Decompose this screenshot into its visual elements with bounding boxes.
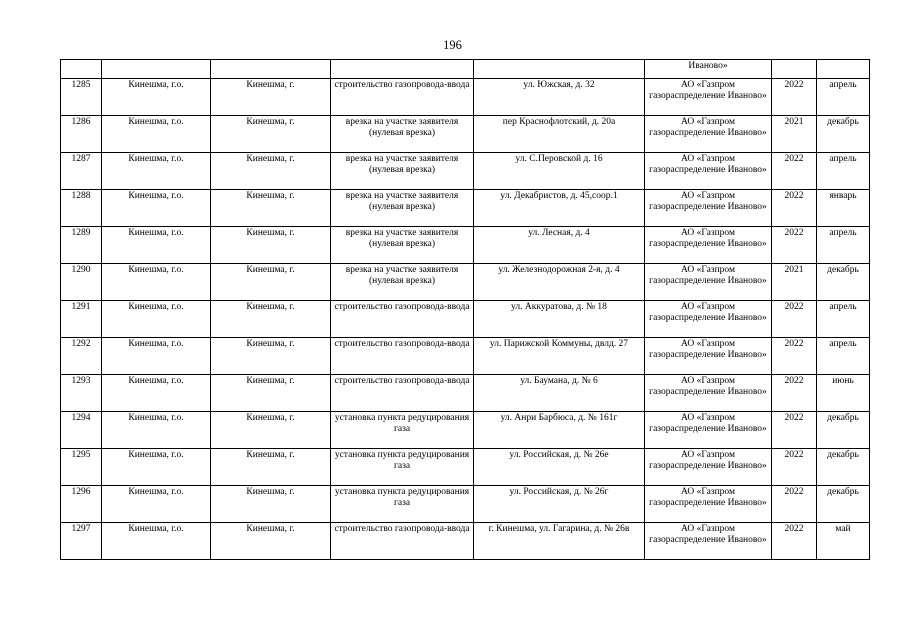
cell-org: АО «Газпром газораспределение Иваново» bbox=[645, 412, 772, 449]
page-number: 196 bbox=[443, 38, 462, 52]
cell-month: декабрь bbox=[817, 264, 870, 301]
cell-num: 1289 bbox=[61, 227, 102, 264]
cell-num: 1294 bbox=[61, 412, 102, 449]
table-row bbox=[61, 190, 870, 227]
cell-address: ул. Декабристов, д. 45,соор.1 bbox=[474, 190, 645, 227]
cell-settlement: Кинешма, г. bbox=[211, 116, 331, 153]
cell-work: строительство газопровода-ввода bbox=[331, 375, 474, 412]
cell-org: АО «Газпром газораспределение Иваново» bbox=[645, 449, 772, 486]
cell-num: 1296 bbox=[61, 486, 102, 523]
cell-address: ул. С.Перовской д. 16 bbox=[474, 153, 645, 190]
cell-num: 1291 bbox=[61, 301, 102, 338]
cell-district: Кинешма, г.о. bbox=[102, 449, 211, 486]
cell-settlement: Кинешма, г. bbox=[211, 338, 331, 375]
table-row bbox=[61, 449, 870, 486]
cell-settlement: Кинешма, г. bbox=[211, 412, 331, 449]
cell-address: ул. Лесная, д. 4 bbox=[474, 227, 645, 264]
cell-work: врезка на участке заявителя (нулевая врезка) bbox=[331, 153, 474, 190]
cell-district: Кинешма, г.о. bbox=[102, 412, 211, 449]
table-row bbox=[61, 79, 870, 116]
cell-num: 1286 bbox=[61, 116, 102, 153]
cell-org: АО «Газпром газораспределение Иваново» bbox=[645, 264, 772, 301]
cell-month: декабрь bbox=[817, 449, 870, 486]
cell-settlement: Кинешма, г. bbox=[211, 375, 331, 412]
cell-settlement: Кинешма, г. bbox=[211, 264, 331, 301]
cell-org: АО «Газпром газораспределение Иваново» bbox=[645, 153, 772, 190]
cell-settlement: Кинешма, г. bbox=[211, 301, 331, 338]
cell-district: Кинешма, г.о. bbox=[102, 79, 211, 116]
cell-num: 1297 bbox=[61, 523, 102, 560]
cell-year: 2022 bbox=[772, 153, 817, 190]
cell-org: АО «Газпром газораспределение Иваново» bbox=[645, 301, 772, 338]
table-row bbox=[61, 116, 870, 153]
continuation-row bbox=[61, 60, 870, 79]
cell-year: 2022 bbox=[772, 449, 817, 486]
cell-month: май bbox=[817, 523, 870, 560]
cell-district: Кинешма, г.о. bbox=[102, 486, 211, 523]
cell-settlement: Кинешма, г. bbox=[211, 227, 331, 264]
cell-month: апрель bbox=[817, 153, 870, 190]
cell-district: Кинешма, г.о. bbox=[102, 227, 211, 264]
cell-org: АО «Газпром газораспределение Иваново» bbox=[645, 79, 772, 116]
table-row bbox=[61, 153, 870, 190]
cell-work: установка пункта редуцирования газа bbox=[331, 412, 474, 449]
cell-num bbox=[61, 60, 102, 79]
cell-org: АО «Газпром газораспределение Иваново» bbox=[645, 486, 772, 523]
cell-month: апрель bbox=[817, 79, 870, 116]
cell-work: установка пункта редуцирования газа bbox=[331, 449, 474, 486]
cell-num: 1290 bbox=[61, 264, 102, 301]
cell-year: 2022 bbox=[772, 227, 817, 264]
cell-district bbox=[102, 60, 211, 79]
cell-address: ул. Анри Барбюса, д. № 161г bbox=[474, 412, 645, 449]
cell-org: АО «Газпром газораспределение Иваново» bbox=[645, 227, 772, 264]
cell-settlement: Кинешма, г. bbox=[211, 486, 331, 523]
cell-month: июнь bbox=[817, 375, 870, 412]
cell-work: строительство газопровода-ввода bbox=[331, 301, 474, 338]
cell-address: пер Краснофлотский, д. 20а bbox=[474, 116, 645, 153]
cell-num: 1287 bbox=[61, 153, 102, 190]
cell-org: АО «Газпром газораспределение Иваново» bbox=[645, 338, 772, 375]
table-row bbox=[61, 375, 870, 412]
cell-address: г. Кинешма, ул. Гагарина, д. № 26в bbox=[474, 523, 645, 560]
cell-address: ул. Железнодорожная 2-я, д. 4 bbox=[474, 264, 645, 301]
cell-address: ул. Парижской Коммуны, двлд. 27 bbox=[474, 338, 645, 375]
cell-address: ул. Южская, д. 32 bbox=[474, 79, 645, 116]
cell-settlement bbox=[211, 60, 331, 79]
table-row bbox=[61, 412, 870, 449]
cell-work: строительство газопровода-ввода bbox=[331, 523, 474, 560]
cell-month: декабрь bbox=[817, 486, 870, 523]
cell-settlement: Кинешма, г. bbox=[211, 79, 331, 116]
cell-settlement: Кинешма, г. bbox=[211, 153, 331, 190]
cell-district: Кинешма, г.о. bbox=[102, 190, 211, 227]
cell-month: декабрь bbox=[817, 412, 870, 449]
cell-year: 2022 bbox=[772, 412, 817, 449]
cell-district: Кинешма, г.о. bbox=[102, 338, 211, 375]
table-row bbox=[61, 338, 870, 375]
cell-org: АО «Газпром газораспределение Иваново» bbox=[645, 116, 772, 153]
cell-address: ул. Баумана, д. № 6 bbox=[474, 375, 645, 412]
cell-org: АО «Газпром газораспределение Иваново» bbox=[645, 375, 772, 412]
gasification-schedule-table bbox=[60, 59, 870, 560]
cell-address: ул. Аккуратова, д. № 18 bbox=[474, 301, 645, 338]
cell-year bbox=[772, 60, 817, 79]
cell-year: 2022 bbox=[772, 375, 817, 412]
cell-district: Кинешма, г.о. bbox=[102, 153, 211, 190]
cell-org: АО «Газпром газораспределение Иваново» bbox=[645, 190, 772, 227]
table-row bbox=[61, 523, 870, 560]
table-row bbox=[61, 264, 870, 301]
cell-month: апрель bbox=[817, 227, 870, 264]
cell-month: апрель bbox=[817, 301, 870, 338]
cell-work bbox=[331, 60, 474, 79]
table-row bbox=[61, 227, 870, 264]
cell-address: ул. Российская, д. № 26г bbox=[474, 486, 645, 523]
cell-district: Кинешма, г.о. bbox=[102, 264, 211, 301]
cell-address: ул. Российская, д. № 26е bbox=[474, 449, 645, 486]
cell-district: Кинешма, г.о. bbox=[102, 116, 211, 153]
cell-work: строительство газопровода-ввода bbox=[331, 338, 474, 375]
cell-org: Иваново» bbox=[645, 60, 772, 79]
cell-work: строительство газопровода-ввода bbox=[331, 79, 474, 116]
cell-num: 1292 bbox=[61, 338, 102, 375]
cell-district: Кинешма, г.о. bbox=[102, 375, 211, 412]
cell-year: 2021 bbox=[772, 116, 817, 153]
cell-settlement: Кинешма, г. bbox=[211, 449, 331, 486]
cell-num: 1285 bbox=[61, 79, 102, 116]
cell-settlement: Кинешма, г. bbox=[211, 190, 331, 227]
cell-work: врезка на участке заявителя (нулевая врезка) bbox=[331, 227, 474, 264]
cell-month: декабрь bbox=[817, 116, 870, 153]
cell-year: 2022 bbox=[772, 190, 817, 227]
cell-num: 1295 bbox=[61, 449, 102, 486]
cell-month: апрель bbox=[817, 338, 870, 375]
cell-org: АО «Газпром газораспределение Иваново» bbox=[645, 523, 772, 560]
cell-month bbox=[817, 60, 870, 79]
cell-work: врезка на участке заявителя (нулевая врезка) bbox=[331, 190, 474, 227]
table-row bbox=[61, 301, 870, 338]
cell-num: 1288 bbox=[61, 190, 102, 227]
table-row bbox=[61, 486, 870, 523]
cell-district: Кинешма, г.о. bbox=[102, 523, 211, 560]
cell-work: врезка на участке заявителя (нулевая врезка) bbox=[331, 264, 474, 301]
cell-address bbox=[474, 60, 645, 79]
cell-settlement: Кинешма, г. bbox=[211, 523, 331, 560]
cell-year: 2022 bbox=[772, 523, 817, 560]
cell-district: Кинешма, г.о. bbox=[102, 301, 211, 338]
cell-num: 1293 bbox=[61, 375, 102, 412]
cell-year: 2022 bbox=[772, 338, 817, 375]
cell-year: 2021 bbox=[772, 264, 817, 301]
cell-month: январь bbox=[817, 190, 870, 227]
cell-work: врезка на участке заявителя (нулевая врезка) bbox=[331, 116, 474, 153]
cell-year: 2022 bbox=[772, 79, 817, 116]
cell-work: установка пункта редуцирования газа bbox=[331, 486, 474, 523]
cell-year: 2022 bbox=[772, 301, 817, 338]
cell-year: 2022 bbox=[772, 486, 817, 523]
